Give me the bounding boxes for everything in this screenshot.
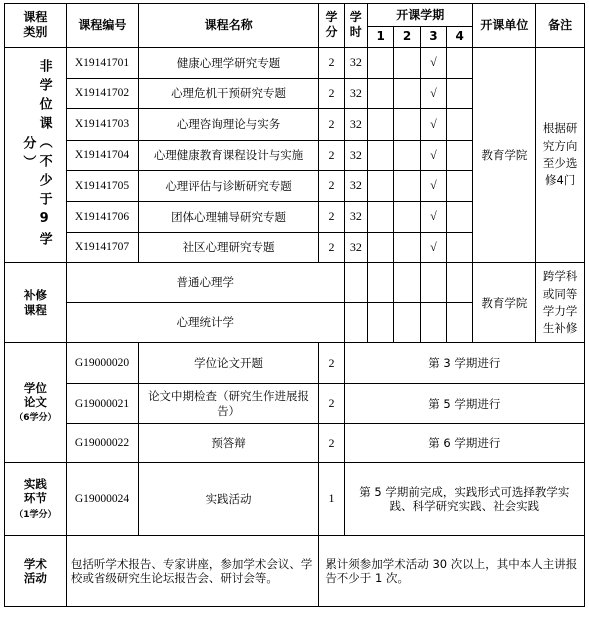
header-sem-1: 1 — [367, 27, 393, 47]
course-name: 预答辩 — [138, 424, 318, 463]
sem-3-check: √ — [420, 232, 446, 262]
sem-1-cell — [367, 171, 393, 201]
course-credit: 2 — [319, 343, 344, 384]
header-sem-2: 2 — [394, 27, 420, 47]
empty-cell — [447, 263, 473, 303]
category-nondegree: 非学位课（不少于9学分） — [5, 47, 67, 263]
sem-1-cell — [367, 140, 393, 170]
unit-nondegree: 教育学院 — [473, 47, 536, 263]
sem-4-cell — [447, 78, 473, 108]
sem-4-cell — [447, 232, 473, 262]
sem-4-cell — [447, 201, 473, 232]
course-name: 心理咨询理论与实务 — [138, 109, 318, 140]
course-hours: 32 — [344, 109, 367, 140]
course-name: 团体心理辅导研究专题 — [138, 201, 318, 232]
header-name: 课程名称 — [138, 4, 318, 48]
sem-2-cell — [394, 201, 420, 232]
course-hours: 32 — [344, 171, 367, 201]
sem-4-cell — [447, 140, 473, 170]
sem-3-check: √ — [420, 78, 446, 108]
course-code: G19000022 — [66, 424, 138, 463]
sem-3-check: √ — [420, 201, 446, 232]
thesis-schedule: 第 6 学期进行 — [344, 424, 584, 463]
sem-2-cell — [394, 78, 420, 108]
course-credit: 2 — [319, 171, 344, 201]
sem-1-cell — [367, 232, 393, 262]
thesis-schedule: 第 3 学期进行 — [344, 343, 584, 384]
course-name: 心理评估与诊断研究专题 — [138, 171, 318, 201]
sem-3-check: √ — [420, 47, 446, 78]
empty-cell — [394, 302, 420, 343]
remark-nondegree: 根据研究方向至少选修4门 — [536, 47, 585, 263]
header-credit: 学 分 — [319, 4, 344, 48]
sem-1-cell — [367, 109, 393, 140]
course-code: G19000024 — [66, 462, 138, 535]
sem-2-cell — [394, 140, 420, 170]
thesis-schedule: 第 5 学期进行 — [344, 383, 584, 424]
header-sem-3: 3 — [420, 27, 446, 47]
sem-4-cell — [447, 47, 473, 78]
course-name: 心理健康教育课程设计与实施 — [138, 140, 318, 170]
academic-requirement: 累计须参加学术活动 30 次以上，其中本人主讲报告不少于 1 次。 — [319, 535, 585, 606]
empty-cell — [420, 302, 446, 343]
course-hours: 32 — [344, 201, 367, 232]
empty-cell — [344, 302, 367, 343]
course-code: G19000021 — [66, 383, 138, 424]
empty-cell — [447, 302, 473, 343]
course-credit: 2 — [319, 140, 344, 170]
header-remark: 备注 — [536, 4, 585, 48]
sem-4-cell — [447, 109, 473, 140]
table-row — [5, 535, 585, 606]
category-academic: 学术 活动 — [5, 535, 67, 606]
course-name: 论文中期检查（研究生作进展报告） — [138, 383, 318, 424]
sem-4-cell — [447, 171, 473, 201]
supplement-course-name: 心理统计学 — [66, 302, 344, 343]
sem-2-cell — [394, 109, 420, 140]
table-row — [5, 424, 585, 463]
sem-1-cell — [367, 47, 393, 78]
course-code: G19000020 — [66, 343, 138, 384]
course-name: 心理危机干预研究专题 — [138, 78, 318, 108]
empty-cell — [420, 263, 446, 303]
course-code: X19141704 — [66, 140, 138, 170]
header-sem-4: 4 — [447, 27, 473, 47]
table-row — [5, 462, 585, 535]
course-credit: 2 — [319, 201, 344, 232]
supplement-course-name: 普通心理学 — [66, 263, 344, 303]
header-code: 课程编号 — [66, 4, 138, 48]
course-name: 社区心理研究专题 — [138, 232, 318, 262]
course-credit: 2 — [319, 424, 344, 463]
table-row — [5, 343, 585, 384]
header-hours: 学 时 — [344, 4, 367, 48]
category-supplement: 补修 课程 — [5, 263, 67, 343]
table-row — [5, 263, 585, 303]
sem-1-cell — [367, 201, 393, 232]
category-thesis-label: 学位 论文 — [23, 380, 47, 410]
sem-3-check: √ — [420, 140, 446, 170]
sem-2-cell — [394, 47, 420, 78]
empty-cell — [367, 263, 393, 303]
course-code: X19141707 — [66, 232, 138, 262]
category-practice — [5, 462, 67, 535]
sem-3-check: √ — [420, 171, 446, 201]
course-table — [4, 3, 585, 607]
practice-note: 第 5 学期前完成，实践形式可选择教学实践、科学研究实践、社会实践 — [344, 462, 584, 535]
sem-2-cell — [394, 232, 420, 262]
course-name: 学位论文开题 — [138, 343, 318, 384]
header-semester: 开课学期 — [367, 4, 472, 27]
sem-3-check: √ — [420, 109, 446, 140]
course-name: 健康心理学研究专题 — [138, 47, 318, 78]
course-credit: 1 — [319, 462, 344, 535]
course-code: X19141706 — [66, 201, 138, 232]
course-hours: 32 — [344, 232, 367, 262]
course-code: X19141701 — [66, 47, 138, 78]
course-name: 实践活动 — [138, 462, 318, 535]
course-code: X19141703 — [66, 109, 138, 140]
category-practice-credits: （1学分） — [14, 509, 57, 520]
course-code: X19141702 — [66, 78, 138, 108]
course-credit: 2 — [319, 109, 344, 140]
category-practice-label: 实践 环节 — [23, 476, 47, 506]
course-credit: 2 — [319, 383, 344, 424]
course-credit: 2 — [319, 232, 344, 262]
remark-supplement: 跨学科或同等学力学生补修 — [536, 263, 585, 343]
table-row — [5, 383, 585, 424]
unit-supplement: 教育学院 — [473, 263, 536, 343]
course-hours: 32 — [344, 140, 367, 170]
header-category: 课程 类别 — [5, 4, 67, 48]
sem-1-cell — [367, 78, 393, 108]
category-thesis — [5, 343, 67, 463]
academic-content: 包括听学术报告、专家讲座，参加学术会议、学校或省级研究生论坛报告会、研讨会等。 — [66, 535, 318, 606]
empty-cell — [367, 302, 393, 343]
course-hours: 32 — [344, 78, 367, 108]
course-hours: 32 — [344, 47, 367, 78]
category-thesis-credits: （6学分） — [14, 413, 57, 424]
empty-cell — [344, 263, 367, 303]
header-unit: 开课单位 — [473, 4, 536, 48]
empty-cell — [394, 263, 420, 303]
table-row — [5, 47, 585, 78]
course-credit: 2 — [319, 78, 344, 108]
course-credit: 2 — [319, 47, 344, 78]
sem-2-cell — [394, 171, 420, 201]
course-code: X19141705 — [66, 171, 138, 201]
